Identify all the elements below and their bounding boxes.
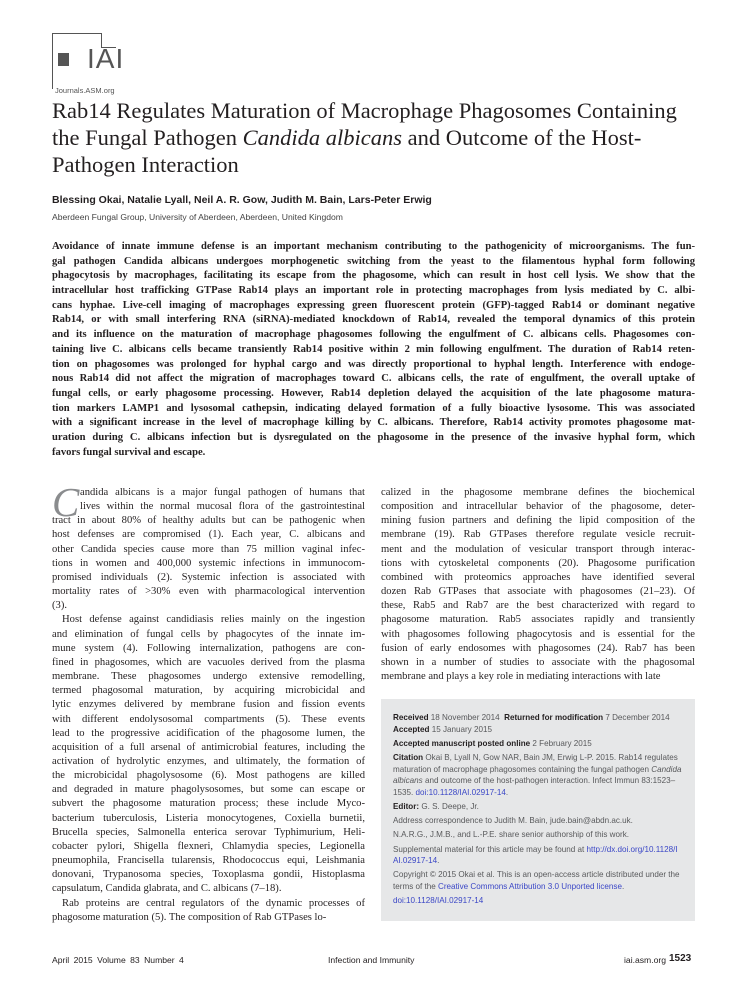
text-line: and degraded in mature phagolysosomes, but some can escape or <box>52 784 365 796</box>
text-line: capsulatum, Candida glabrata, and C. albicans (7–18). <box>52 883 282 895</box>
text-line: cobacter pylori, Shigella flexneri, Chlamydia species, Legionella <box>52 840 365 852</box>
supplemental: Supplemental material for this article may be found at http://dx.doi.org/10.1128/IAI.02917-14. <box>393 844 678 866</box>
page-number: 1523 <box>669 953 692 964</box>
text-line: activation of hydrolytic enzymes, and ultimately, the formation of <box>52 755 365 767</box>
text-line: calized in the phagosome membrane defines the biochemical <box>381 487 695 498</box>
text-line: tions with cytoskeletal components (20). Phagosome purification <box>381 557 695 569</box>
citation-species: Candida albicans <box>393 764 682 786</box>
supplemental-text: Supplemental material for this article may be found at <box>393 844 585 854</box>
text-line: lives within the normal mucosal flora of the gastrointestinal <box>80 501 365 513</box>
footer-journal: Infection and Immunity <box>328 955 415 965</box>
paragraph <box>52 479 365 613</box>
abstract-line: tion markers LAMP1 and lysosomal cathepsin, indicating delayed formation of a fully bioactive lysosome. This was associated <box>52 402 695 414</box>
text-line: Rab proteins are central regulators of the dynamic processes of <box>62 897 365 909</box>
text-line: andida albicans is a major fungal pathogen of humans that <box>80 487 365 498</box>
text-line: with different endolysosomal compartments (5). These events <box>52 713 365 725</box>
doi-link[interactable]: doi:10.1128/IAI.02917-14 <box>393 896 484 906</box>
logo-text: IAI <box>87 43 125 74</box>
copyright-text: Copyright © 2015 Okai et al. This is an open-access article distributed under the terms of the <box>393 870 680 891</box>
drop-cap: C <box>52 479 80 525</box>
supplemental-link[interactable]: http://dx.doi.org/10.1128/IAI.02917-14 <box>393 844 678 866</box>
online-label: Accepted manuscript posted online <box>393 738 531 748</box>
text-line: ment and the modulation of vesicular transport through interac- <box>381 543 695 555</box>
text-line: and elimination of fungal cells by phagocytes of the innate im- <box>52 628 365 640</box>
footer-site-link[interactable]: iai.asm.org <box>624 955 667 965</box>
text-line: dozen Rab GTPases that associate with phagosomes (21–23). Of <box>381 586 695 598</box>
correspondence: Address correspondence to Judith M. Bain, jude.bain@abdn.ac.uk. <box>393 816 633 826</box>
text-line: shown in a number of studies to associate with the phagosomal <box>381 656 695 668</box>
text-line: composition and intracellular behavior of the phagosome, deter- <box>381 501 695 513</box>
paragraph <box>52 613 365 896</box>
abstract-line: gal pathogen Candida albicans undergoes morphogenetic switching from the yeast to the filamentous hyphal form following <box>52 255 695 267</box>
paragraph <box>52 897 365 925</box>
text-line: with phagosomes following phagocytosis and is essential for the <box>381 628 695 640</box>
senior-authorship: N.A.R.G., J.M.B., and L.-P.E. share senior authorship of this work. <box>393 830 630 840</box>
text-line: lead to the progressive acidification of the phagosome lumen, the <box>52 727 365 739</box>
microscope-icon <box>58 53 69 66</box>
journal-logo <box>52 33 125 95</box>
text-line: membrane (19). Rab GTPases therefore regulate vesicle recruit- <box>381 529 695 541</box>
text-line: termed phagosomal maturation, by acquiring microbicidal and <box>52 685 365 697</box>
text-line: Brucella species, Salmonella enterica serovar Typhimurium, Heli- <box>52 826 365 838</box>
text-line: mortality rates of >30% even with pharmacological intervention <box>52 586 365 598</box>
doi <box>393 895 683 907</box>
text-line: donovani, Trypanosoma species, Toxoplasma gondii, Histoplasma <box>52 869 365 881</box>
text-line: bacterium tuberculosis, Listeria monocytogenes, Coxiella burnetii, <box>52 812 365 824</box>
text-line: other Candida species cause more than 75 million vaginal infec- <box>52 543 365 555</box>
footer-issue: April 2015 Volume 83 Number 4 <box>52 955 184 965</box>
abstract-line: with a significant increase in the level of macrophage killing by C. albicans. Therefore, Rab14 activity promotes phagosome mat- <box>52 417 695 429</box>
abstract-line: phagocytosis by macrophages, facilitating its escape from the phagosome, which can result in host cell lysis. We show that the <box>52 270 695 282</box>
editor-name: G. S. Deepe, Jr. <box>421 801 479 811</box>
text-line: membrane. These phagosomes undergo extensive remodelling, <box>52 671 365 683</box>
returned-label: Returned for modification <box>504 713 604 722</box>
abstract-line: Rab14, or with small interfering RNA (siRNA)-mediated knockdown of Rab14, revealed the temporal dynamics of this protein <box>52 314 695 326</box>
text-line: mining fusion partners and defining the lipid composition of the <box>381 515 695 527</box>
accepted-label: Accepted <box>393 724 430 734</box>
text-line: membrane and plays a key role in mediating interactions with late <box>381 671 661 683</box>
received-date: 18 November 2014 <box>430 713 500 722</box>
citation-text: Okai B, Lyall N, Gow NAR, Bain JM, Erwig L-P. 2015. Rab14 regulates maturation of macrophage phagosomes containing the fungal pathogen <box>393 752 678 774</box>
citation: Citation Okai B, Lyall N, Gow NAR, Bain JM, Erwig L-P. 2015. Rab14 regulates maturation of macrophage phagosomes containing the fungal pathogen Candida albicans and outcome of the host-pathogen interaction. Infect Immun 83:1523–1535. doi:10.1128/IAI.02917-14. <box>393 752 682 797</box>
returned-date: 7 December 2014 <box>605 713 670 722</box>
citation-doi-link[interactable]: doi:10.1128/IAI.02917-14 <box>415 787 506 797</box>
text-line: tions in women and 400,000 systemic infections in immunocom- <box>52 557 365 569</box>
text-line: fined in phagosomes, which are vacuoles derived from the plasma <box>52 656 365 668</box>
text-line: these, Rab5 and Rab7 are the best characterized with regard to <box>381 600 695 612</box>
editor-label: Editor: <box>393 801 420 811</box>
text-line: phagosome maturation (5). The composition of Rab GTPases lo- <box>52 911 327 923</box>
abstract-line: tion on phagosomes was prolonged for hyphal cargo and was directly proportional to hyphal length. Interference with endoge- <box>52 358 695 370</box>
received-label: Received <box>393 713 429 722</box>
text-line: promised individuals (2). Systemic infection is associated with <box>52 571 365 583</box>
text-line: subvert the phagosome maturation process; these include Myco- <box>52 798 365 810</box>
abstract-line: favors fungal survival and escape. <box>52 446 206 458</box>
body-column-right <box>381 486 695 684</box>
text-line: pneumophila, Francisella tularensis, Rhodococcus equi, Leishmania <box>52 855 365 867</box>
online-date: 2 February 2015 <box>532 738 592 748</box>
text-line: combined with proteomics approaches have identified several <box>381 571 695 583</box>
text-line: host defenses are compromised (1). Each year, C. albicans and <box>52 529 365 541</box>
paragraph <box>381 486 695 684</box>
abstract-line: intracellular host trafficking GTPase Rab14 plays an important role in protecting macrophages from lysis mediated by C. albi- <box>52 285 695 297</box>
citation-text-2: and outcome of the host-pathogen interaction. Infect Immun 83:1523–1535. <box>393 776 676 797</box>
author-list: Blessing Okai, Natalie Lyall, Neil A. R. Gow, Judith M. Bain, Lars-Peter Erwig <box>52 194 432 206</box>
body-column-left <box>52 479 365 925</box>
article-info-box <box>381 699 695 921</box>
abstract-line: Avoidance of innate immune defense is an important mechanism contributing to the pathogenicity of microorganisms. The fun- <box>52 241 695 252</box>
license-link[interactable]: Creative Commons Attribution 3.0 Unported license <box>437 881 622 891</box>
copyright: Copyright © 2015 Okai et al. This is an open-access article distributed under the terms of the Creative Commons Attribution 3.0 Unported license. <box>393 870 680 891</box>
abstract-line: taining live C. albicans cells became transiently Rab14 positive within 2 min following engulfment. The duration of Rab14 reten- <box>52 343 695 355</box>
citation-label: Citation <box>393 752 424 762</box>
dates-received <box>393 712 683 735</box>
text-line: phagosome maturation. Rab5 associates rapidly and transiently <box>381 614 695 626</box>
text-line: the microbicidal phagolysosome (6). Most pathogens are killed <box>52 770 365 782</box>
text-line: fusion of early endosomes with phagosomes (24). Rab7 has been <box>381 642 695 654</box>
text-line: lytic enzymes delivered by membrane fusion and fission events <box>52 699 365 711</box>
abstract-line: uration during C. albicans infection but is dysregulated on the phagosome in the presence of the invasive hyphal form, which <box>52 431 695 443</box>
text-line: mune system (4). Following internalization, pathogens are con- <box>52 642 365 654</box>
affiliation: Aberdeen Fungal Group, University of Aberdeen, Aberdeen, United Kingdom <box>52 212 343 222</box>
text-line: Host defense against candidiasis relies mainly on the ingestion <box>62 614 365 626</box>
abstract <box>52 240 695 460</box>
logo-url: Journals.ASM.org <box>55 86 115 95</box>
article-title: Rab14 Regulates Maturation of Macrophage Phagosomes Containing the Fungal Pathogen Candida albicans and Outcome of the Host-Pathogen Interaction <box>52 98 677 177</box>
text-line: acquisition of a full arsenal of antimicrobial features, including the <box>52 741 365 753</box>
posted-online <box>393 738 683 750</box>
editor <box>393 801 683 813</box>
abstract-line: and its influence on the maturation of macrophage phagosomes following the engulfment of C. albicans cells. Phagosomes con- <box>52 329 695 341</box>
text-line: tract in about 80% of healthy adults but can be pathogenic when <box>52 515 365 527</box>
abstract-line: fungal cells, or early phagosome processing. However, Rab14 depletion delayed the acquisition of the late phagosome matura- <box>52 387 695 399</box>
text-line: (3). <box>52 600 68 612</box>
abstract-line: nous Rab14 did not affect the migration of macrophages toward C. albicans cells, the rate of engulfment, the overall uptake of <box>52 373 695 385</box>
abstract-line: cans hyphae. Live-cell imaging of macrophages expressing green fluorescent protein (GFP)-tagged Rab14 or dominant negative <box>52 299 695 311</box>
accepted-date: 15 January 2015 <box>431 724 492 734</box>
